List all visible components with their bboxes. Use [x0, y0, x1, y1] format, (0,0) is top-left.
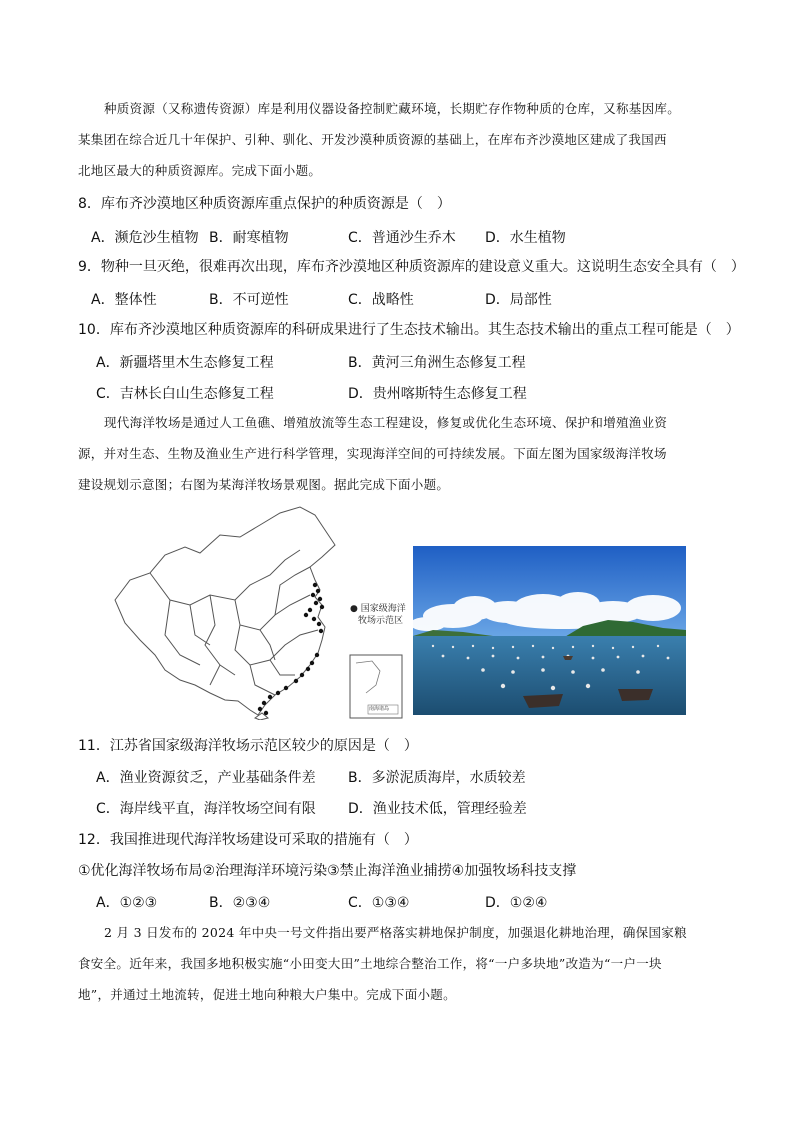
q10-option-c[interactable]: C．吉林长白山生态修复工程: [96, 386, 274, 402]
ocean-ranch-scene: [413, 546, 686, 715]
q11-option-c[interactable]: C．海岸线平直，海洋牧场空间有限: [96, 801, 316, 817]
map-legend-line2: 牧场示范区: [358, 616, 404, 626]
q8-option-d[interactable]: D．水生植物: [485, 230, 566, 246]
q12-option-a[interactable]: A．①②③: [96, 895, 158, 911]
ocean-ranch-photo: [413, 546, 686, 715]
q8-option-a[interactable]: A．濒危沙生植物: [91, 230, 199, 246]
passage1-line2: 某集团在综合近几十年保护、引种、驯化、开发沙漠种质资源的基础上，在库布齐沙漠地区建成了我国西: [78, 132, 667, 147]
q8-stem: 8．库布齐沙漠地区种质资源库重点保护的种质资源是（ ）: [78, 196, 451, 212]
q12-items: ①优化海洋牧场布局②治理海洋环境污染③禁止海洋渔业捕捞④加强牧场科技支撑: [78, 863, 577, 879]
passage2-line3: 建设规划示意图；右图为某海洋牧场景观图。据此完成下面小题。: [78, 477, 450, 492]
q8-option-c[interactable]: C．普通沙生乔木: [348, 230, 456, 246]
q9-option-b[interactable]: B．不可逆性: [209, 292, 289, 308]
q11-option-a[interactable]: A．渔业资源贫乏，产业基础条件差: [96, 770, 316, 786]
q9-option-d[interactable]: D．局部性: [485, 292, 552, 308]
q11-option-b[interactable]: B．多淤泥质海岸，水质较差: [348, 770, 526, 786]
passage3-line2: 食安全。近年来，我国多地积极实施“小田变大田”土地综合整治工作，将“一户多块地”改造为“一户一块: [78, 956, 662, 971]
q8-option-b[interactable]: B．耐寒植物: [209, 230, 289, 246]
passage2-line1: 现代海洋牧场是通过人工鱼礁、增殖放流等生态工程建设，修复或优化生态环境、保护和增殖渔业资: [104, 415, 668, 430]
q10-option-b[interactable]: B．黄河三角洲生态修复工程: [348, 355, 526, 371]
q11-option-d[interactable]: D．渔业技术低，管理经验差: [348, 801, 527, 817]
map-legend-line1: ● 国家级海洋: [350, 604, 406, 614]
map-inset-label: 南海诸岛: [369, 706, 390, 712]
q10-option-a[interactable]: A．新疆塔里木生态修复工程: [96, 355, 274, 371]
passage1-line3: 北地区最大的种质资源库。完成下面小题。: [78, 163, 322, 178]
q12-option-b[interactable]: B．②③④: [209, 895, 271, 911]
q12-option-c[interactable]: C．①③④: [348, 895, 410, 911]
passage1-line1: 种质资源（又称遗传资源）库是利用仪器设备控制贮藏环境，长期贮存作物种质的仓库，又称基因库。: [104, 101, 681, 116]
q12-option-d[interactable]: D．①②④: [485, 895, 548, 911]
q10-option-d[interactable]: D．贵州喀斯特生态修复工程: [348, 386, 527, 402]
passage3-line1: 2 月 3 日发布的 2024 年中央一号文件指出要严格落实耕地保护制度，加强退化耕地治理，确保国家粮: [104, 925, 687, 940]
q9-option-a[interactable]: A．整体性: [91, 292, 157, 308]
q11-stem: 11．江苏省国家级海洋牧场示范区较少的原因是（ ）: [78, 738, 418, 754]
q9-option-c[interactable]: C．战略性: [348, 292, 414, 308]
passage3-line3: 地”，并通过土地流转，促进土地向种粮大户集中。完成下面小题。: [78, 987, 456, 1002]
q9-stem: 9．物种一旦灭绝，很难再次出现，库布齐沙漠地区种质资源库的建设意义重大。这说明生态安全具有（ ）: [78, 259, 745, 275]
passage2-line2: 源，并对生态、生物及渔业生产进行科学管理，实现海洋空间的可持续发展。下面左图为国家级海洋牧场: [78, 446, 667, 461]
q10-stem: 10．库布齐沙漠地区种质资源库的科研成果进行了生态技术输出。其生态技术输出的重点工程可能是（ ）: [78, 322, 740, 338]
q12-stem: 12．我国推进现代海洋牧场建设可采取的措施有（ ）: [78, 832, 418, 848]
china-map-figure: [110, 505, 410, 720]
map-legend: [350, 603, 406, 627]
